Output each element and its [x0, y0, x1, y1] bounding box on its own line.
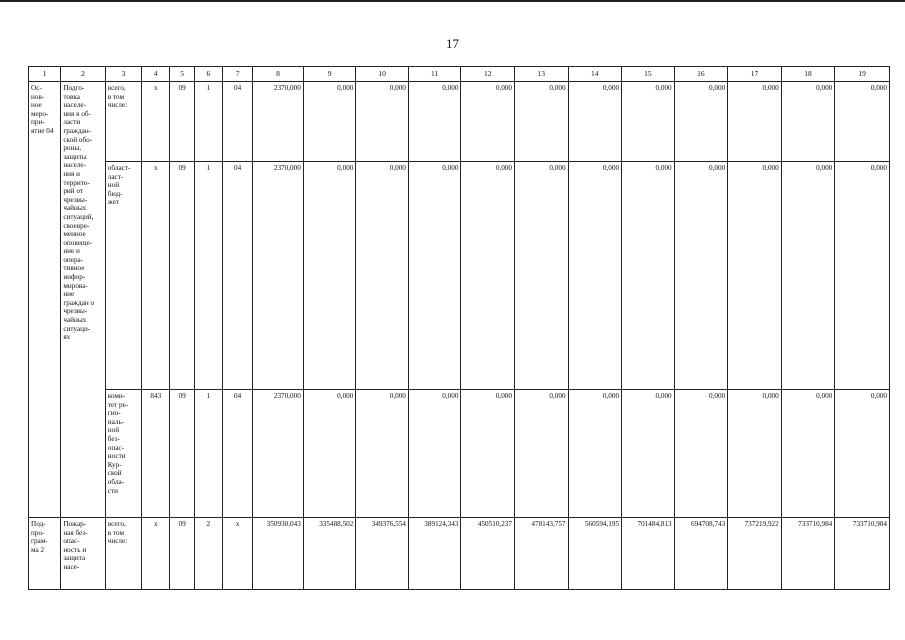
amount-cell: 389124,343: [408, 518, 461, 590]
header-cell: 11: [408, 67, 461, 82]
header-cell: 2: [61, 67, 105, 82]
amount-cell: 0,000: [568, 390, 622, 518]
header-cell: 3: [105, 67, 141, 82]
code-cell: 09: [170, 82, 194, 162]
amount-cell: 0,000: [781, 162, 835, 390]
code-cell: х: [222, 518, 252, 590]
measure-description: Подго- товка населе- ния в об- ласти граждан- ской обо- роны, защиты населе- ния и террито- рий от чрезвы- чайных ситуаций, своевре- менное оповеще- ние и опера- тивное инфор- мирова- ние граждан о чрезвы- чайных ситуаци- ях: [61, 82, 105, 518]
amount-cell: 0,000: [461, 82, 515, 162]
code-cell: 04: [222, 82, 252, 162]
amount-cell: 335488,502: [303, 518, 356, 590]
amount-cell: 0,000: [728, 162, 782, 390]
amount-cell: 0,000: [622, 162, 675, 390]
amount-cell: 350930,043: [253, 518, 304, 590]
code-cell: 09: [170, 390, 194, 518]
amount-cell: 0,000: [835, 162, 890, 390]
table-row: [29, 82, 890, 162]
amount-cell: 0,000: [781, 390, 835, 518]
code-cell: 09: [170, 518, 194, 590]
amount-cell: 0,000: [728, 82, 782, 162]
header-cell: 14: [568, 67, 622, 82]
budget-table: [28, 66, 890, 590]
amount-cell: 733710,984: [781, 518, 835, 590]
amount-cell: 0,000: [303, 162, 356, 390]
table-row: [29, 162, 890, 390]
amount-cell: 0,000: [568, 82, 622, 162]
amount-cell: 0,000: [408, 390, 461, 518]
amount-cell: 2370,000: [253, 390, 304, 518]
header-cell: 18: [781, 67, 835, 82]
amount-cell: 0,000: [781, 82, 835, 162]
header-cell: 9: [303, 67, 356, 82]
amount-cell: 0,000: [622, 82, 675, 162]
header-cell: 1: [29, 67, 61, 82]
funding-source: всего, в том числе:: [105, 82, 141, 162]
amount-cell: 701484,813: [622, 518, 675, 590]
amount-cell: 0,000: [461, 390, 515, 518]
measure-name: Ос- нов- ное меро- при- ятие 04: [29, 82, 61, 518]
amount-cell: 0,000: [728, 390, 782, 518]
amount-cell: 349376,554: [356, 518, 409, 590]
funding-source: коми- тет ре- гио- наль- ной без- опас- ности Кур- ской обла- сти: [105, 390, 141, 518]
amount-cell: 733710,984: [835, 518, 890, 590]
header-cell: 8: [253, 67, 304, 82]
funding-source: област- лаcт- ной бюд- жет: [105, 162, 141, 390]
amount-cell: 450510,237: [461, 518, 515, 590]
code-cell: 04: [222, 162, 252, 390]
amount-cell: 0,000: [356, 82, 409, 162]
header-cell: 4: [142, 67, 170, 82]
header-cell: 16: [674, 67, 728, 82]
code-cell: 04: [222, 390, 252, 518]
amount-cell: 0,000: [356, 390, 409, 518]
header-cell: 10: [356, 67, 409, 82]
column-number-header: [29, 67, 890, 82]
amount-cell: 0,000: [622, 390, 675, 518]
code-cell: х: [142, 518, 170, 590]
amount-cell: 0,000: [356, 162, 409, 390]
code-cell: х: [142, 82, 170, 162]
amount-cell: 0,000: [674, 82, 728, 162]
amount-cell: 0,000: [568, 162, 622, 390]
amount-cell: 0,000: [408, 82, 461, 162]
amount-cell: 0,000: [514, 82, 568, 162]
measure-description: Пожар- ная без- опас- ность и защита насе-: [61, 518, 105, 590]
code-cell: 1: [194, 82, 222, 162]
header-cell: 13: [514, 67, 568, 82]
code-cell: х: [142, 162, 170, 390]
code-cell: 1: [194, 162, 222, 390]
amount-cell: 2370,000: [253, 162, 304, 390]
scan-top-edge: [0, 0, 905, 2]
header-cell: 12: [461, 67, 515, 82]
page-number: 17: [446, 36, 459, 51]
funding-source: всего, в том числе:: [105, 518, 141, 590]
header-cell: 19: [835, 67, 890, 82]
amount-cell: 0,000: [303, 82, 356, 162]
table-row: [29, 390, 890, 518]
amount-cell: 478143,757: [514, 518, 568, 590]
amount-cell: 0,000: [514, 390, 568, 518]
amount-cell: 0,000: [835, 390, 890, 518]
amount-cell: 0,000: [674, 162, 728, 390]
amount-cell: 694708,743: [674, 518, 728, 590]
amount-cell: 0,000: [674, 390, 728, 518]
amount-cell: 560594,195: [568, 518, 622, 590]
code-cell: 843: [142, 390, 170, 518]
amount-cell: 737219,922: [728, 518, 782, 590]
amount-cell: 0,000: [303, 390, 356, 518]
header-cell: 7: [222, 67, 252, 82]
amount-cell: 0,000: [408, 162, 461, 390]
header-cell: 17: [728, 67, 782, 82]
header-cell: 15: [622, 67, 675, 82]
code-cell: 09: [170, 162, 194, 390]
measure-name: Под- про- грам- ма 2: [29, 518, 61, 590]
code-cell: 2: [194, 518, 222, 590]
header-cell: 5: [170, 67, 194, 82]
amount-cell: 2370,000: [253, 82, 304, 162]
header-cell: 6: [194, 67, 222, 82]
code-cell: 1: [194, 390, 222, 518]
amount-cell: 0,000: [514, 162, 568, 390]
amount-cell: 0,000: [461, 162, 515, 390]
table-row: [29, 518, 890, 590]
amount-cell: 0,000: [835, 82, 890, 162]
